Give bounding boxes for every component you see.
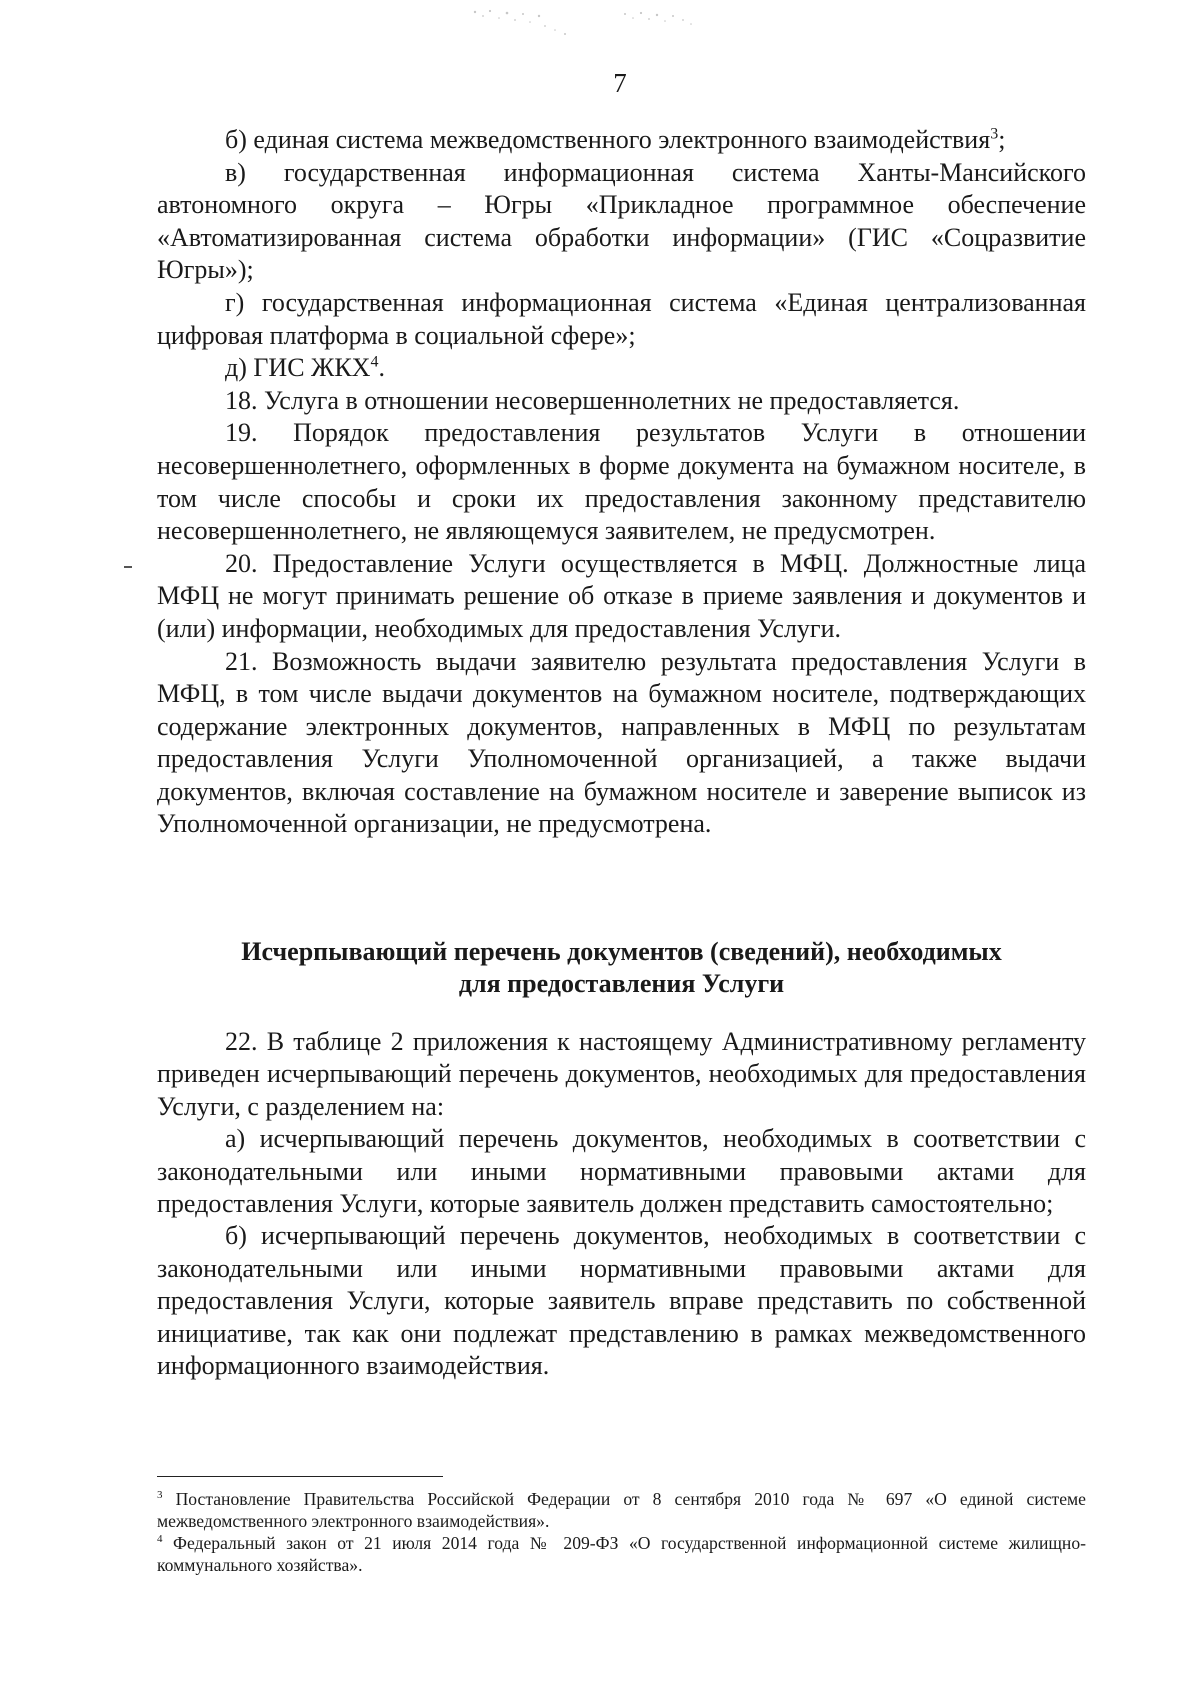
paragraph-text: а) исчерпывающий перечень документов, необходимых в соответствии с законодательными или иными нормативными правовыми актами для предоставления Услуги, которые заявитель должен представить самостоятельно; — [157, 1124, 1086, 1219]
paragraph-text: 21. Возможность выдачи заявителю результата предоставления Услуги в МФЦ, в том числе выдачи документов на бумажном носителе, подтверждающих содержание электронных документов, направленных в МФЦ по результатам предоставления Услуги Уполномоченной организацией, а также выдачи документов, включая составление на бумажном носителе и заверение выписок из Уполномоченной организации, не предусмотрена. — [157, 646, 1086, 839]
scan-artifact — [455, 4, 755, 44]
section-body — [157, 1026, 1086, 1382]
paragraph-text: г) государственная информационная система «Единая централизованная цифровая платформа в социальной сфере»; — [157, 287, 1086, 350]
clause-18 — [157, 385, 1086, 418]
list-item — [157, 352, 1086, 385]
list-item — [157, 1123, 1086, 1220]
footnote — [157, 1488, 1086, 1532]
heading-line: Исчерпывающий перечень документов (сведений), необходимых — [241, 937, 1002, 966]
document-body — [157, 124, 1086, 841]
footnote-text: Федеральный закон от 21 июля 2014 года № 209-ФЗ «О государственной информационной системе жилищно-коммунального хозяйства». — [157, 1533, 1086, 1575]
list-item — [157, 287, 1086, 352]
section-heading — [157, 936, 1086, 1000]
footnote-ref: 3 — [990, 125, 999, 143]
paragraph-tail: . — [378, 353, 385, 383]
margin-mark — [124, 566, 132, 568]
footnote-text: Постановление Правительства Российской Федерации от 8 сентября 2010 года № 697 «О единой системе межведомственного электронного взаимодействия». — [157, 1489, 1086, 1531]
clause-20 — [157, 548, 1086, 646]
paragraph-text: 20. Предоставление Услуги осуществляется в МФЦ. Должностные лица МФЦ не могут принимать решение об отказе в приеме заявления и документов и (или) информации, необходимых для предоставления Услуги. — [157, 548, 1086, 643]
page-number: 7 — [613, 68, 627, 98]
paragraph-text: д) ГИС ЖКХ — [225, 353, 371, 383]
clause-21 — [157, 646, 1086, 842]
paragraph-text: 19. Порядок предоставления результатов Услуги в отношении несовершеннолетнего, оформленных в форме документа на бумажном носителе, в том числе способы и сроки их предоставления законному представителю несовершеннолетнего, не являющемуся заявителем, не предусмотрен. — [157, 418, 1086, 546]
list-item — [157, 1220, 1086, 1382]
footnote-divider — [157, 1476, 443, 1477]
paragraph-tail: ; — [998, 125, 1006, 154]
paragraph-text: в) государственная информационная система Ханты-Мансийского автономного округа – Югры «Прикладное программное обеспечение «Автоматизированная система обработки информации» (ГИС «Соцразвитие Югры»); — [157, 157, 1086, 285]
list-item — [157, 157, 1086, 287]
paragraph-text: 18. Услуга в отношении несовершеннолетних не предоставляется. — [225, 385, 960, 415]
clause-19 — [157, 417, 1086, 547]
clause-22 — [157, 1026, 1086, 1123]
paragraph-text: б) единая система межведомственного электронного взаимодействия — [225, 125, 991, 154]
footnotes — [157, 1488, 1086, 1576]
heading-line: для предоставления Услуги — [458, 969, 785, 998]
footnote-ref: 4 — [370, 353, 379, 371]
footnote — [157, 1532, 1086, 1576]
list-item — [157, 124, 1086, 157]
footnote-mark: 4 — [157, 1533, 163, 1546]
paragraph-text: б) исчерпывающий перечень документов, необходимых в соответствии с законодательными или иными нормативными правовыми актами для предоставления Услуги, которые заявитель вправе представить по собственной инициативе, так как они подлежат представлению в рамках межведомственного информационного взаимодействия. — [157, 1221, 1086, 1381]
paragraph-text: 22. В таблице 2 приложения к настоящему Административному регламенту приведен исчерпывающий перечень документов, необходимых для предоставления Услуги, с разделением на: — [157, 1027, 1086, 1121]
footnote-mark: 3 — [157, 1489, 163, 1502]
